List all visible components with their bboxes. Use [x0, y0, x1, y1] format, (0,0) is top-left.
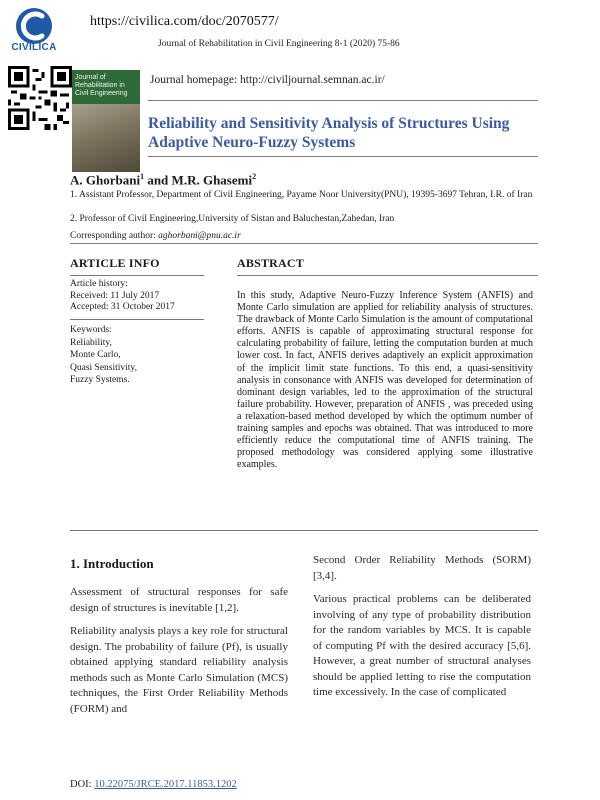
- corresponding-label: Corresponding author:: [70, 231, 159, 241]
- civilica-logo-icon[interactable]: [6, 6, 62, 62]
- author-separator: and: [144, 172, 172, 188]
- journal-reference: Journal of Rehabilitation in Civil Engineering 8-1 (2020) 75-86: [158, 39, 400, 49]
- abstract-text: In this study, Adaptive Neuro-Fuzzy Inference System (ANFIS) and Monte Carlo simulation are applied for reliability analysis of structures. The drawback of Monte Carlo Simulation is the amount of computational efforts. ANFIS is capable of approximating structural response for calculating probability of failure, letting the computation burden at much lower cost. In fact, ANFIS derives adaptively an explicit approximation of the implicit limit state functions. To this end, a quasi-sensitivity analysis in consonance with ANFIS was developed for determination of dominant design variables, led to the approximation of the structural failure probability. However, preparation of ANFIS , was preceded using a relaxation-based method developed by which the optimum number of training samples and epochs was obtained. That was introduced to more efficiently reduce the computational time of ANFIS training. The proposed methodology was considered applying some illustrative examples.: [237, 290, 533, 471]
- received-date: Received: 11 July 2017: [70, 290, 160, 301]
- divider: [70, 319, 204, 320]
- author-name: M.R. Ghasemi: [171, 172, 253, 188]
- journal-homepage[interactable]: Journal homepage: http://civiljournal.semnan.ac.ir/: [150, 74, 385, 86]
- divider: [70, 530, 538, 531]
- civilica-logo-text: CIVILICA: [11, 42, 57, 53]
- history-label: Article history:: [70, 279, 128, 289]
- divider: [148, 156, 538, 157]
- corresponding-author: [70, 231, 241, 241]
- document-url[interactable]: https://civilica.com/doc/2070577/: [90, 14, 279, 29]
- section-heading: 1. Introduction: [70, 556, 154, 571]
- qr-code-icon: [8, 66, 72, 130]
- cover-title: Journal of Rehabilitation in Civil Engineering: [75, 74, 128, 97]
- article-history: [70, 279, 204, 314]
- abstract-heading: ABSTRACT: [237, 256, 304, 270]
- cover-photo: [72, 104, 140, 172]
- divider: [70, 275, 204, 276]
- journal-cover-image: [72, 70, 140, 172]
- keyword: Fuzzy Systems.: [70, 375, 130, 385]
- corresponding-email[interactable]: aghorbani@pnu.ac.ir: [158, 231, 241, 241]
- paper-title: Reliability and Sensitivity Analysis of Structures Using Adaptive Neuro-Fuzzy Systems: [148, 115, 510, 151]
- paragraph: Reliability analysis plays a key role for structural design. The probability of failure (Pf), is usually obtained applying standard reliability analysis methods such as Monte Carlo Simulation (MCS) techniques, the First Order Reliability Methods (FORM) and: [70, 625, 288, 715]
- author-name: A. Ghorbani: [70, 172, 141, 188]
- doi-label: DOI:: [70, 779, 95, 790]
- paragraph: Assessment of structural responses for safe design of structures is inevitable [1,2].: [70, 586, 288, 614]
- body-column-right: [313, 553, 531, 709]
- keyword: Monte Carlo,: [70, 350, 121, 360]
- article-info-heading: ARTICLE INFO: [70, 256, 160, 270]
- authors: [70, 172, 256, 188]
- affiliation: 1. Assistant Professor, Department of Civil Engineering, Payame Noor University(PNU), 19395-3697 Tehran, I.R. of Iran: [70, 190, 533, 200]
- accepted-date: Accepted: 31 October 2017: [70, 302, 175, 312]
- author-affiliation-mark: 2: [252, 172, 257, 181]
- body-column-left: [70, 585, 288, 725]
- paragraph: Second Order Reliability Methods (SORM) [3,4].: [313, 554, 531, 582]
- doi-link[interactable]: 10.22075/JRCE.2017.11853.1202: [94, 779, 237, 790]
- divider: [148, 100, 538, 101]
- paragraph: Various practical problems can be deliberated involving of any type of probability distribution for the random variables by MCS. It is capable of computing Pf with the desired accuracy [5,6]. However, a great number of structural analyses should be applied letting to rise the computation time excessively. In the case of complicated: [313, 593, 531, 698]
- keywords: [70, 324, 204, 387]
- divider: [237, 275, 538, 276]
- divider: [70, 243, 538, 244]
- author-affiliation-mark: 1: [140, 172, 145, 181]
- affiliation: 2. Professor of Civil Engineering,University of Sistan and Baluchestan,Zahedan, Iran: [70, 214, 395, 224]
- doi: [70, 779, 237, 790]
- keyword: Reliability,: [70, 337, 112, 348]
- keywords-label: Keywords:: [70, 325, 112, 335]
- keyword: Quasi Sensitivity,: [70, 362, 137, 373]
